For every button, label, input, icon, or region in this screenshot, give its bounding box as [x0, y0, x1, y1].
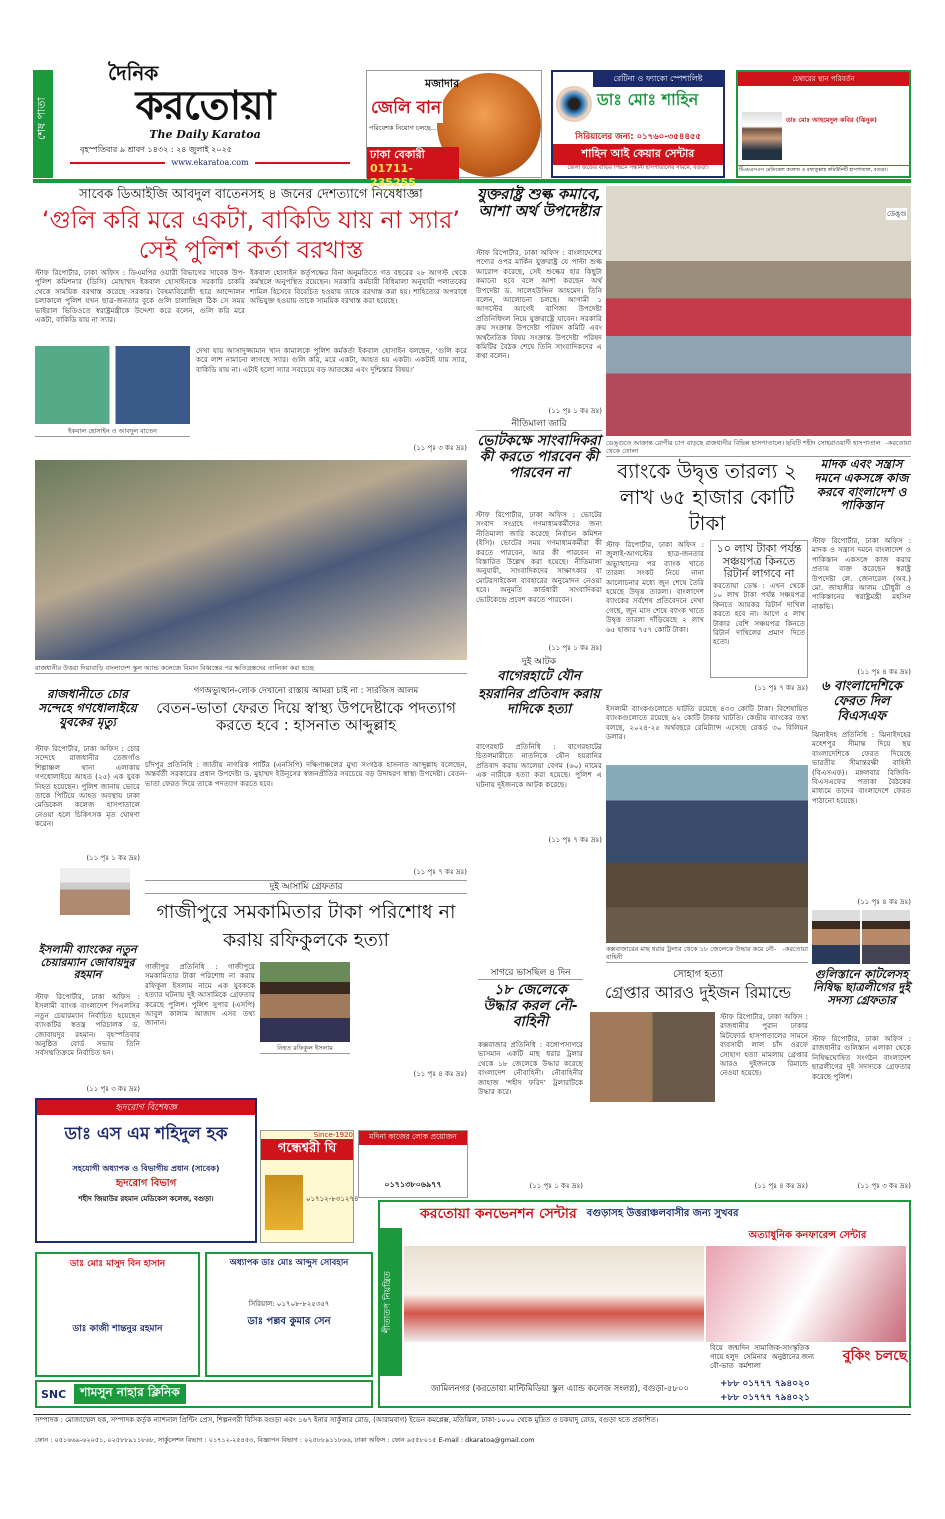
continued: (১১ পৃঃ ৪ কঃ দ্রঃ) [754, 1182, 808, 1190]
ad-jelly-bun[interactable] [366, 70, 542, 189]
continued: (১১ পৃঃ ৭ কঃ দ্রঃ) [548, 836, 602, 844]
ad-doctor: ডাঃ কাজী শান্তনুর রহমান [72, 1324, 163, 1334]
youth-headline[interactable]: রাজধানীতে চোর সন্দেহে গণধোলাইয়ে যুবকের মৃত্যু [38, 687, 137, 729]
ad-text: চেম্বারের স্থান পরিবর্তন [738, 72, 909, 86]
feature: অনুষ্ঠানের জন্য [771, 1353, 815, 1361]
ad-doctor: ডাঃ মোঃ শাহিন [597, 90, 699, 109]
lead-headline[interactable]: ‘গুলি করি মরে একটা, বাকিডি যায় না স্যার’ সেই পুলিশ কর্তা বরখাস্ত [41, 206, 461, 264]
continued: (১১ পৃঃ ৭ কঃ দ্রঃ) [754, 684, 808, 692]
caption-text: ডেঙ্গুতে আক্রান্ত রোগীর চাপ বাড়ছে রাজধানীর বিভিন্ন হাসপাতালে। ছবিটি শহীদ সোহরাওয়ার্দী হাসপাতাল থেকে তোলা [606, 439, 881, 455]
clinic-name: শামসুন নাহার ক্লিনিক [74, 1384, 186, 1404]
date: বৃহস্পতিবার ৯ শ্রাবণ ১৪৩২ : ২৪ জুলাই ২০২৫ [80, 145, 232, 154]
ad-text: রেটিনা ও ফ্যাকো স্পেশালিষ্ট [593, 72, 723, 87]
feature: বৌ-ভাত [710, 1362, 734, 1370]
credit: -করতোয়া [782, 945, 808, 953]
us-tariff-headline[interactable]: যুক্তরাষ্ট্র শুল্ক কমাবে, আশা অর্থ উপদেষ্টার [476, 185, 602, 221]
journalism-kicker: নীতিমালা জারি [476, 419, 602, 431]
footer-imprint: সম্পাদক : মোজাম্মেল হক, সম্পাদক কর্তৃক ন্যাশনাল প্রিন্টিং প্রেস, শিল্পনগরী বিসিক বগুড়া এবং ১৬৭ ইনার সার্কুলার রোড, (আরামবাগ) ইডেন কমপ্লেক্স, মতিঝিল, ঢাকা-১০০০ থেকে মুদ্রিত ও চকযাদু রোড, বগুড়া হতে প্রকাশিত। [35, 1416, 659, 1424]
lead-photo [35, 346, 190, 424]
ad-madina[interactable] [358, 1130, 468, 1198]
salary-headline[interactable]: বেতন-ভাতা ফেরত দিয়ে স্বাস্থ্য উপদেষ্টাকে পদত্যাগ করতে হবে : হাসনাত আব্দুল্লাহ [156, 699, 456, 735]
islami-photo [60, 868, 130, 940]
main-photo-caption [606, 438, 911, 457]
bank-headline[interactable]: ব্যাংকে উদ্বৃত্ত তারল্য ২ লাখ ৬৫ হাজার কোটি টাকা [617, 459, 797, 535]
sohag-headline[interactable]: গ্রেপ্তার আরও দুইজন রিমান্ডে [604, 983, 792, 1002]
ad-text: মদিনা কাজের লোক প্রয়োজন [359, 1131, 467, 1145]
continued: (১১ পৃঃ ১ কঃ দ্রঃ) [529, 1182, 583, 1190]
ad-doctor1[interactable] [35, 1252, 200, 1377]
journalism-headline[interactable]: ভোটকক্ষে সাংবাদিকরা কী করতে পারবেন কী পারবেন না [477, 433, 601, 482]
photo-crowd [35, 460, 467, 660]
victim-photo [260, 962, 350, 1042]
feature: সেমিনার [743, 1353, 767, 1361]
ad-address: জেলা জজের বাড়ির পিছনে সন্ধানী হাসপাতালের সামনে, বগুড়া। [567, 165, 709, 171]
feature: কর্মশালা [738, 1362, 761, 1370]
bsf-headline[interactable]: ৬ বাংলাদেশিকে ফেরত দিল বিএসএফ [821, 679, 902, 724]
suspect-photo [812, 910, 860, 964]
ad-doctor: ডাঃ মোঃ মাসুদ বিন হাসান [69, 1259, 166, 1269]
rape-body: বাগেরহাট প্রতিনিধি : বাগেরহাটের চিতলমারীতে নাতনিকে যৌন হয়রানির প্রতিবাদ করায় আলেয়া বেগম (৬০) নামের এক নারীকে হত্যা করা হয়েছে। পুলিশ এ ঘটনায় দুইজনকে আটক করেছে। [476, 742, 602, 789]
ad-doctor: অধ্যাপক ডাঃ মোঃ আব্দুস সোবহান [229, 1258, 349, 1268]
rape-headline[interactable]: হয়রানির প্রতিবাদ করায় দাদিকে হত্যা [478, 687, 600, 717]
ad-clinic[interactable] [35, 1380, 373, 1408]
stage-photo [706, 1246, 906, 1342]
photo-tag: ডেঙ্গু [887, 210, 907, 218]
bsf-body: ঝিনাইদহ প্রতিনিধি : ঝিনাইদহের মহেশপুর সীমান্ত দিয়ে ছয় বাংলাদেশিকে ফেরত দিয়েছে ভারতীয় সীমান্তরক্ষী বাহিনী (বিএসএফ)। মঙ্গলবার বিজিবি-বিএসএফের পতাকা বৈঠকের মাধ্যমে তাদের বাংলাদেশে ফেরত পাঠানো হয়েছে। [812, 730, 911, 805]
ad-text: মজাদার [425, 77, 460, 90]
ghee-jar [265, 1175, 303, 1230]
drug-headline[interactable]: মাদক এবং সন্ত্রাস দমনে একসঙ্গে কাজ করবে বাংলাদেশ ও পাকিস্তান [814, 457, 909, 513]
sohag-kicker: সোহাগ হত্যা [672, 969, 723, 980]
hall-photo [404, 1246, 704, 1342]
masthead-rule [33, 179, 911, 183]
caption-text: কক্সবাজারের মাছ ধরার ট্রলার থেকে ১৮ জেলেকে উদ্ধার করে নৌ-বাহিনী [606, 945, 777, 961]
ad-text: Since-1920 [313, 1131, 353, 1139]
gulistan-headline[interactable]: গুলিস্তানে কাটলেসহ নিষিদ্ধ ছাত্রলীগের দুই সদস্য গ্রেফতার [812, 967, 911, 1008]
box-headline: ১০ লাখ টাকা পর্যন্ত সঞ্চয়পত্র কিনতে রিটার্ন লাগবে না [716, 542, 802, 581]
credit: -করতোয়া [885, 439, 911, 447]
ad-doctor: ডাঃ মোঃ আহমেদুল কবির (ঝিনুক) [786, 116, 878, 124]
ad-text: শহীদ জিয়াউর রহমান মেডিকেল কলেজ, বগুড়া। [78, 1195, 214, 1203]
lead-photo-caption: ইকবাল হোসাইন ও আবদুল বাতেন [35, 426, 190, 437]
fish-kicker: সাগরে ভাসছিল ৪ দিন [478, 968, 583, 980]
ad-text: হৃদরোগ বিভাগ [115, 1178, 177, 1189]
continued: (১১ পৃঃ ৩ কঃ দ্রঃ) [86, 1085, 140, 1093]
website-link[interactable]: www.ekaratoa.com [171, 158, 249, 167]
fish-body: কক্সবাজার প্রতিনিধি : বঙ্গোপসাগরে ভাসমান একটি মাছ ধরার ট্রলার থেকে ১৮ জেলেকে উদ্ধার করেছে বাংলাদেশ নৌবাহিনী। নৌবাহিনীর জাহাজ ‘শহীদ ফরিদ’ ট্রলারটিকে উদ্ধার করে। [478, 1040, 583, 1097]
rule [255, 162, 350, 164]
islami-headline[interactable]: ইসলামী ব্যাংকের নতুন চেয়ারম্যান জোবায়দুর রহমান [38, 943, 137, 982]
continued: (১১ পৃঃ ৩ কঃ দ্রঃ) [857, 1182, 911, 1190]
ad-ghee[interactable] [260, 1130, 359, 1243]
convention-modern: অত্যাধুনিক কনফারেন্স সেন্টার [748, 1230, 867, 1241]
lead-body: ইকবাল হোসাইন কর্তৃপক্ষের বিনা অনুমতিতে গত বছরের ২৮ আগস্ট থেকে কর্মস্থলে অনুপস্থিত রয়েছেন। সরকারি কর্মচারী বিধিমালা অনুযায়ী পলাতকের শামিল হিসেবে বিবেচিত হওয়ায় তাকে বরখাস্ত করা হয়। শাহিত্যের অপরাধে অভিযুক্ত হওয়ায় তাকে সাময়িক বরখাস্ত করা হয়েছে। [250, 268, 467, 306]
main-photo [606, 186, 911, 436]
rule [70, 162, 165, 164]
ad-heart[interactable] [35, 1098, 257, 1243]
victim-caption: নিহত রফিকুল ইসলাম [260, 1043, 350, 1054]
ad-eye-care[interactable] [551, 70, 725, 178]
gazipur-body: গাজীপুর প্রতিনিধি : গাজীপুরে সমকামিতার টাকা পরিশোধ না করায় রফিকুল ইসলাম নামে এক যুবককে হত্যার ঘটনায় দুই আসামিকে গ্রেফতার করেছে পুলিশ। পুলিশ সুপার (এসপি) আবুল কালাম আজাদ এসব তথ্য জানান। [145, 962, 255, 1028]
section-tab: শেষ পাতা [33, 70, 53, 178]
ad-text: সহযোগী অধ্যাপক ও বিভাগীয় প্রধান (সাবেক) [72, 1164, 220, 1173]
continued: (১১ পৃঃ ৪ কঃ দ্রঃ) [857, 898, 911, 906]
drug-body: স্টাফ রিপোর্টার, ঢাকা অফিস : মাদক ও সন্ত্রাস দমনে বাংলাদেশ ও পাকিস্তান একসঙ্গে কাজ করার প্রত্যয় ব্যক্ত করেছেন স্বরাষ্ট্র উপদেষ্টা লে. জেনারেল (অব.) মো. জাহাঙ্গীর আলম চৌধুরী ও পাকিস্তানের স্বরাষ্ট্রমন্ত্রী মহসিন নাকভি। [812, 536, 911, 611]
doctor-photo [742, 112, 782, 160]
footer-contacts: ফোন : ০৫১৬৬৯-৬২০৫১, ০২৫৮৮৯১১৮৬৮, সার্কুলেশন বিভাগ : ০১৭১২-২৫৪৫৩, বিজ্ঞাপন বিভাগ : ০২৫৮৮৯১১৮৬৬, ঢাকা অফিস : ফোন ৯৫৫৮০১৫ E-mail : dkaratoa@gmail.com [35, 1436, 535, 1444]
bank-body: ইসলামী ব্যাংকগুলোতে ঘাটতি রয়েছে ৪৩৩ কোটি টাকা। বিশেষায়িত ব্যাংকগুলোতে রয়েছে ৬২ কোটি টাকার ঘাটতি। কেন্দ্রীয় ব্যাংকের তথ্য বলছে, ২০২৪-২৫ অর্থবছরে রেমিট্যান্স এসেছে রেকর্ড ৩০ বিলিয়ন ডলার। [606, 704, 808, 742]
feature: বিয়ে [710, 1344, 723, 1352]
clinic-logo: SNC [41, 1387, 67, 1401]
journalism-body: স্টাফ রিপোর্টার, ঢাকা অফিস : ভোটের সংবাদ সংগ্রহে গণমাধ্যমকর্মীদের জন্য নীতিমালা জারি করেছে নির্বাচন কমিশন (ইসি)। ভোটের সময় গণমাধ্যমকর্মীরা কী করতে পারবেন, আর কী পারবেন না বিস্তারিত উল্লেখ করা হয়েছে। নীতিমালা অনুযায়ী, সাংবাদিকদের সাক্ষাৎকার বা মোটরসাইকেল ব্যবহারের অনুমোদন নেওয়া হবে। অনুমতি কার্ডধারী সাংবাদিকরা ভোটকেন্দ্রে প্রবেশ করতে পারবেন। [476, 510, 602, 604]
gazipur-headline[interactable]: গাজীপুরে সমকামিতার টাকা পরিশোধ না করায় রফিকুলকে হত্যা [156, 901, 456, 951]
feature: গায়ে হলুদ [710, 1353, 739, 1361]
ad-phone: সিরিয়ালের জন্য: ০১৭৬০-৩৫৪৪৫৫ [575, 132, 701, 142]
ad-phone: ০১৭১২-৮৩১২৭৪ [306, 1195, 359, 1203]
ad-brand: ঢাকা বেকারী [370, 148, 425, 161]
ad-text: জেলি বান [369, 95, 443, 123]
savings-box[interactable] [710, 540, 808, 678]
ad-phone: 01711-235255 [370, 162, 416, 189]
navy-photo [606, 765, 808, 943]
ad-center: শাহিন আই কেয়ার সেন্টার [553, 144, 723, 165]
ad-address: টিএমএসএস মেডিকেল কলেজ ও রফাতুল্লাহ কমিউনিটি হাসপাতাল, বগুড়া। [738, 165, 909, 176]
box-body: করতোয়া ডেস্ক : এখন থেকে ১০ লাখ টাকা পর্যন্ত সঞ্চয়পত্র কিনতে আয়কর রিটার্ন দাখিল করতে হবে না। আগে ৫ লাখ টাকার বেশি সঞ্চয়পত্র কিনতে রিটার্ন দাখিলের প্রমাণ দিতে হতো। [713, 580, 805, 647]
continued: (১১ পৃঃ ৭ কঃ দ্রঃ) [413, 868, 467, 876]
eye-icon [556, 86, 592, 122]
feature: জন্মদিন [727, 1344, 750, 1352]
phone: +৮৮ ০১৭৭৭ ৭৯৪০২০ [720, 1379, 810, 1389]
phone: +৮৮ ০১৭৭৭ ৭৯৪০২১ [720, 1393, 810, 1403]
ad-doctor2[interactable] [205, 1252, 373, 1377]
rape-kicker: দুই আটক [522, 657, 556, 667]
ad-text: পরিবেশক নিয়োগ চলছে... [369, 124, 438, 132]
ad-convention[interactable] [378, 1200, 911, 1408]
paper-name: করতোয়া [135, 83, 275, 129]
continued: (১১ পৃঃ ১ কঃ দ্রঃ) [548, 644, 602, 652]
continued: (১১ পৃঃ ৪ কঃ দ্রঃ) [857, 668, 911, 676]
ad-text: হৃদরোগ বিশেষজ্ঞ [37, 1100, 255, 1115]
english-name: The Daily Karatoa [149, 128, 261, 141]
continued: (১১ পৃঃ ৪ কঃ দ্রঃ) [413, 1070, 467, 1078]
ad-phone: সিরিয়াল: ০১৭০৮-৮২৫৩৫৭ [248, 1300, 330, 1308]
islami-body: স্টাফ রিপোর্টার, ঢাকা অফিস : ইসলামী ব্যাংক বাংলাদেশ পিএলসির নতুন চেয়ারম্যান নির্বাচিত হয়েছেন ব্যাংকটির স্বতন্ত্র পরিচালক ড. জোবায়দুর রহমান। বৃহস্পতিবার অনুষ্ঠিত বোর্ড সভায় তিনি সর্বসম্মতিক্রমে নির্বাচিত হন। [35, 992, 140, 1058]
side-label: শীতাতপ নিয়ন্ত্রিত [380, 1228, 402, 1376]
bank-body: স্টাফ রিপোর্টার, ঢাকা অফিস : জুলাই-আগস্টের ছাত্র-জনতার অভ্যুত্থানের পর ব্যাংক খাতে তারল্য সংকট নিয়ে নানা আলোচনার মধ্যে জুন শেষে তৈরি হয়েছে উদ্বৃত্ত তারল্য। বাংলাদেশ ব্যাংকের সর্বশেষ প্রতিবেদনে দেখা গেছে, জুন মাস শেষে ব্যাংক খাতে উদ্বৃত্ত তারল্য দাঁড়িয়েছে ২ লাখ ৬৫ হাজার ৭৫৭ কোটি টাকা। [606, 540, 704, 634]
us-tariff-body: স্টাফ রিপোর্টার, ঢাকা অফিস : বাংলাদেশের পণ্যের ওপর মার্কিন যুক্তরাষ্ট্র যে পাল্টা শুল্ক আরোপ করেছে, সেই শুল্কের হার কিছুটা কমানো হবে বলে আশা করছেন অর্থ উপদেষ্টা ড. সালেহউদ্দিন আহমেদ। তিনি বলেন, আলোচনা চলছে। আগামী ১ আগস্টের আগেই বাণিজ্য উপদেষ্টা প্রতিনিধিদল নিয়ে যুক্তরাষ্ট্রে যাবেন। সরকারি ক্রয় সংক্রান্ত উপদেষ্টা পরিষদ কমিটি এবং অর্থনৈতিক বিষয় সংক্রান্ত উপদেষ্টা পরিষদ কমিটির বৈঠক শেষে তিনি সাংবাদিকদের এ কথা বলেন। [476, 248, 602, 361]
suspect-photo [862, 910, 910, 964]
ad-chamber[interactable] [736, 70, 911, 178]
lead-kicker: সাবেক ডিআইজি আবদুল বাতেনসহ ৪ জনের দেশত্যাগে নিষেধাজ্ঞা [79, 187, 423, 202]
rape-kicker2: বাগেরহাটে যৌন [497, 669, 581, 684]
salary-body: চাঁদপুর প্রতিনিধি : জাতীয় নাগরিক পার্টির (এনসিপি) দক্ষিণাঞ্চলের মুখ্য সংগঠক হাসনাত আব্দুল্লাহ বলেছেন, অন্তর্বর্তী সরকারের প্রধান উপদেষ্টা ড. মুহাম্মদ ইউনূসের স্বজনপ্রীতির সবচেয়ে বড় উদাহরণ স্বাস্থ্য উপদেষ্টা। বেতন-ভাতা ফেরত দিয়ে তাকে পদত্যাগ করতে হবে। [145, 760, 467, 788]
sohag-body: স্টাফ রিপোর্টার, ঢাকা অফিস : রাজধানীর পুরান ঢাকার মিটফোর্ড হাসপাতালের সামনে ব্যবসায়ী লাল চাঁদ ওরফে সোহাগ হত্যা মামলায় গ্রেপ্তার আরও দুইজনকে রিমান্ডে নেওয়া হয়েছে। [720, 1012, 808, 1078]
convention-sub: বগুড়াসহ উত্তরাঞ্চলবাসীর জন্য সুখবর [586, 1207, 739, 1219]
fish-headline[interactable]: ১৮ জেলেকে উদ্ধার করল নৌ-বাহিনী [483, 982, 578, 1031]
address: জামিলনগর (করতোয়া মাল্টিমিডিয়া স্কুল এ্যান্ড কলেজ সংলগ্ন), বগুড়া-৫৮০০ [430, 1384, 690, 1394]
salary-kicker: গণঅভ্যুত্থান-লোক দেখানো রাস্তায় আমরা চাই না : সারজিস আলম [193, 686, 419, 696]
ad-doctor: ডাঃ পল্লব কুমার সেন [247, 1316, 331, 1327]
ad-phone: ০১৭১৩৮০৬৯৭৭ [384, 1180, 442, 1189]
continued: (১১ পৃঃ ১ কঃ দ্রঃ) [548, 407, 602, 415]
continued: (১১ পৃঃ ১ কঃ দ্রঃ) [86, 854, 140, 862]
feature: সামাজিক-সাংস্কৃতিক [754, 1344, 810, 1352]
booking: বুকিং চলছে [842, 1348, 908, 1364]
masthead-logo[interactable] [60, 62, 350, 178]
footer-rule [33, 1414, 911, 1415]
ad-doctor: ডাঃ এস এম শহিদুল হক [64, 1124, 228, 1144]
lead-body: দেখা যায় আসাদুজ্জামান খান কামালকে পুলিশ কর্মকর্তা ইকবাল হোসাইন বলছেন, ‘গুলি করে করে লাশ নামানো লাগছে স্যার। গুলি করি, মরে একটা, আহত হয় একটা। একটাই যায় স্যার, বাকিডি যায় না। এটাই হলো স্যার সবচেয়ে বড় আতঙ্কের এবং দুশ্চিন্তার বিষয়।’ [196, 346, 467, 374]
convention-title: করতোয়া কনভেনশন সেন্টার [420, 1206, 577, 1222]
navy-caption [606, 944, 808, 963]
ad-brand: গন্ধেশ্বরী ঘি [261, 1139, 353, 1160]
continued: (১১ পৃঃ ৩ কঃ দ্রঃ) [413, 444, 467, 452]
gulistan-body: স্টাফ রিপোর্টার, ঢাকা অফিস : রাজধানীর গুলিস্তান এলাকা থেকে নিষিদ্ধঘোষিত সংগঠন বাংলাদেশ ছাত্রলীগের দুই সদস্যকে গ্রেফতার করেছে পুলিশ। [812, 1034, 911, 1081]
gazipur-kicker: দুই আসামি গ্রেফতার [145, 880, 467, 894]
lead-body: স্টাফ রিপোর্টার, ঢাকা অফিস : ডিএমপির ওয়ারী বিভাগের সাবেক উপ-পুলিশ কমিশনার (ডিসি) মোহাম্মদ ইকবাল হোসাইনকে সরকারি চাকরি থেকে সাময়িক বরখাস্ত করেছে সরকার। বৈষম্যবিরোধী ছাত্র আন্দোলন চলাকালে পুলিশ যখন ছাত্র-জনতার বুকে গুলি চালাচ্ছিল ঠিক সে সময় ভাইরাল ভিডিওতে স্বরাষ্ট্রমন্ত্রীকে উদ্দেশ্য করে বলেন, গুলি করি মরে একটা, বাকিডি যায় না স্যার। [35, 268, 245, 325]
sohag-photo [590, 1012, 715, 1102]
youth-body: স্টাফ রিপোর্টার, ঢাকা অফিস : চোর সন্দেহে রাজধানীর তেজগাঁও শিল্পাঞ্চল থানা এলাকায় গণধোলাইয়ে আহত (২৫) এক যুবক নিহত হয়েছেন। পুলিশ জানায় ভোরে তাকে পিটিয়ে আহত অবস্থায় ঢাকা মেডিকেল কলেজ হাসপাতালে নেওয়া হলে চিকিৎসক মৃত ঘোষণা করেন। [35, 744, 140, 829]
photo-caption: রাজধানীর উত্তরা দিয়াবাড়ি বাংলাদেশ স্কুল অ্যান্ড কলেজে বিমান বিধ্বস্তের পর ক্ষতিগ্রস্তদের তালিকা করা হচ্ছে [35, 663, 467, 674]
dainik: দৈনিক [108, 61, 159, 85]
